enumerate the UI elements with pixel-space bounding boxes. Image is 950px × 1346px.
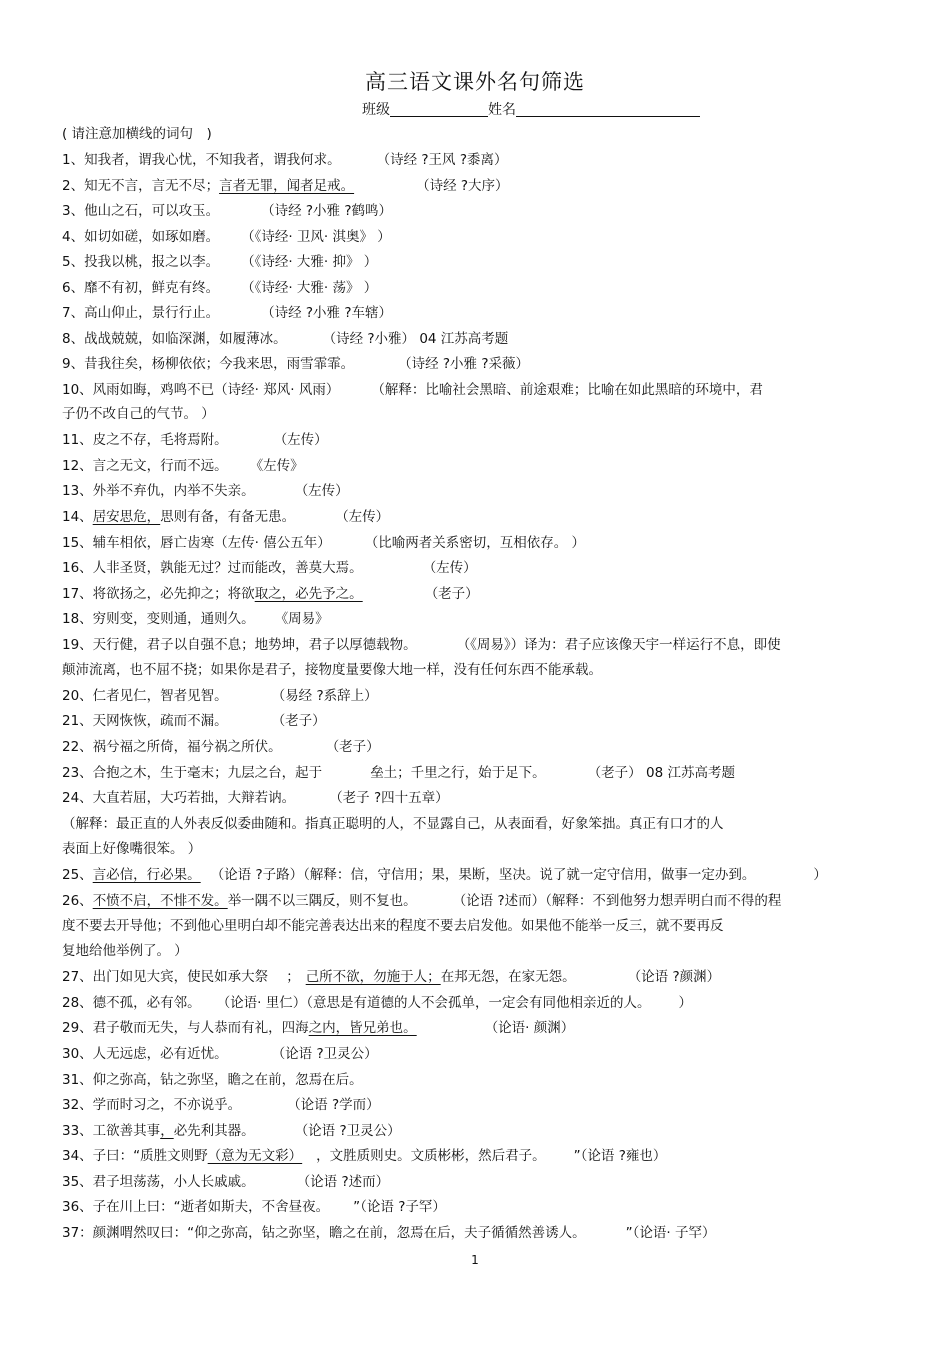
- quote-line-19: 19、天行健，君子以自强不息；地势坤，君子以厚德载物。 （《周易》）译为：君子应该像天宇一样运行不息，即使: [62, 637, 781, 653]
- quote-line-9: 9、昔我往矣，杨柳依依；今我来思，雨雪霏霏。 （诗经 ?小雅 ?采薇）: [62, 356, 530, 372]
- underlined-phrase: （意为无文彩）: [207, 1148, 303, 1164]
- quote-line-7: 7、高山仰止，景行行止。 （诗经 ?小雅 ?车辖）: [62, 305, 393, 321]
- underlined-phrase: 言者无罪，闻者足戒。: [219, 178, 355, 194]
- quote-line-23: 23、合抱之木，生于毫末；九层之台，起于 垒土；千里之行，始于足下。 （老子） 08 江苏高考题: [62, 765, 735, 781]
- quote-line-24-note: （解释：最正直的人外表反似委曲随和。指真正聪明的人，不显露自己，从表面看，好象笨拙。真正有口才的人: [62, 816, 724, 832]
- quote-line-33: 33、工欲善其事，必先利其器。 （论语 ?卫灵公）: [62, 1123, 401, 1139]
- quote-line-1: 1、知我者，谓我心忧，不知我者，谓我何求。 （诗经 ?王风 ?黍离）: [62, 152, 508, 168]
- page-title: 高三语文课外名句筛选: [365, 70, 585, 94]
- quote-line-2: 2、知无不言，言无不尽；言者无罪，闻者足戒。 （诗经 ?大序）: [62, 178, 509, 194]
- quote-line-4: 4、如切如磋，如琢如磨。 （《诗经· 卫风· 淇奥》 ）: [62, 229, 391, 245]
- underlined-phrase: 之内，皆兄弟也。: [308, 1020, 417, 1036]
- quote-line-6: 6、靡不有初，鲜克有终。 （《诗经· 大雅· 荡》 ）: [62, 280, 378, 296]
- quote-line-26-cont2: 复地给他举例了。 ）: [62, 943, 188, 959]
- quote-line-19-cont: 颠沛流离，也不屈不挠；如果你是君子，接物度量要像大地一样，没有任何东西不能承载。: [62, 662, 602, 678]
- name-label: 姓名: [488, 102, 516, 118]
- underlined-phrase: ，: [160, 1123, 174, 1139]
- quote-line-18: 18、穷则变，变则通，通则久。 《周易》: [62, 611, 329, 627]
- quote-line-5: 5、投我以桃，报之以李。 （《诗经· 大雅· 抑》 ）: [62, 254, 378, 270]
- quote-line-3: 3、他山之石，可以攻玉。 （诗经 ?小雅 ?鹤鸣）: [62, 203, 393, 219]
- name-blank[interactable]: [516, 102, 700, 117]
- quote-line-14: 14、居安思危，思则有备，有备无患。 （左传）: [62, 509, 390, 525]
- quote-line-10: 10、风雨如晦，鸡鸣不已（诗经· 郑风· 风雨） （解释：比喻社会黑暗、前途艰难；比喻在如此黑暗的环境中，君: [62, 382, 763, 398]
- quote-line-30: 30、人无远虑，必有近忧。 （论语 ?卫灵公）: [62, 1046, 378, 1062]
- quote-line-8: 8、战战兢兢，如临深渊，如履薄冰。 （诗经 ?小雅） 04 江苏高考题: [62, 331, 509, 347]
- quote-line-35: 35、君子坦荡荡，小人长戚戚。 （论语 ?述而）: [62, 1174, 390, 1190]
- quote-line-29: 29、君子敬而无失，与人恭而有礼，四海之内，皆兄弟也。 （论语· 颜渊）: [62, 1020, 575, 1036]
- underlined-phrase: 言必信，行必果。: [92, 867, 201, 883]
- quote-line-31: 31、仰之弥高，钻之弥坚，瞻之在前，忽焉在后。: [62, 1072, 363, 1088]
- quote-line-10-cont: 子仍不改自己的气节。 ）: [62, 406, 215, 422]
- quote-line-27: 27、出门如见大宾，使民如承大祭 ； 己所不欲，勿施于人；在邦无怨，在家无怨。 （论语 ?颜渊）: [62, 969, 721, 985]
- quote-line-36: 36、子在川上曰：“逝者如斯夫，不舍昼夜。 ”（论语 ?子罕）: [62, 1199, 446, 1215]
- quote-line-21: 21、天网恢恢，疏而不漏。 （老子）: [62, 713, 326, 729]
- underlined-phrase: 取之，必先予之。: [254, 586, 363, 602]
- quote-line-26: 26、不愤不启，不悱不发。举一隅不以三隅反，则不复也。 （论语 ?述而）（解释：不到他努力想弄明白而不得的程: [62, 893, 782, 909]
- quote-line-37: 37：颜渊喟然叹曰：“仰之弥高，钻之弥坚，瞻之在前，忽焉在后，夫子循循然善诱人。 ”（论语· 子罕）: [62, 1225, 716, 1241]
- quote-line-25: 25、言必信，行必果。 （论语 ?子路）（解释：信，守信用；果，果断，坚决。说了就一定守信用，做事一定办到。 ）: [62, 867, 827, 883]
- quote-line-15: 15、辅车相依，唇亡齿寒（左传· 僖公五年） （比喻两者关系密切，互相依存。 ）: [62, 535, 586, 551]
- quote-line-16: 16、人非圣贤，孰能无过？过而能改，善莫大焉。 （左传）: [62, 560, 477, 576]
- quote-line-22: 22、祸兮福之所倚，福兮祸之所伏。 （老子）: [62, 739, 380, 755]
- quote-line-24-note-cont: 表面上好像嘴很笨。 ）: [62, 841, 202, 857]
- quote-line-17: 17、将欲扬之，必先抑之；将欲取之，必先予之。 （老子）: [62, 586, 479, 602]
- underlined-phrase: 己所不欲，勿施于人；: [305, 969, 441, 985]
- quote-line-28: 28、德不孤，必有邻。 （论语· 里仁）（意思是有道德的人不会孤单，一定会有同他相亲近的人。 ）: [62, 995, 693, 1011]
- quote-line-13: 13、外举不弃仇，内举不失亲。 （左传）: [62, 483, 349, 499]
- class-name-line: [362, 99, 700, 119]
- quote-line-32: 32、学而时习之，不亦说乎。 （论语 ?学而）: [62, 1097, 380, 1113]
- quote-line-24: 24、大直若屈，大巧若拙，大辩若讷。 （老子 ?四十五章）: [62, 790, 449, 806]
- underlined-phrase: 不愤不启，不悱不发。: [92, 893, 228, 909]
- quote-line-26-cont: 度不要去开导他；不到他心里明白却不能完善表达出来的程度不要去启发他。如果他不能举一反三，就不要再反: [62, 918, 724, 934]
- class-blank[interactable]: [390, 102, 488, 117]
- underlined-phrase: 居安思危，: [92, 509, 161, 525]
- quote-line-34: 34、子曰：“质胜文则野（意为无文彩） ，文胜质则史。文质彬彬，然后君子。 ”（论语 ?雍也）: [62, 1148, 667, 1164]
- quote-line-20: 20、仁者见仁，智者见智。 （易经 ?系辞上）: [62, 688, 378, 704]
- class-label: 班级: [362, 102, 390, 118]
- page-number: 1: [471, 1253, 479, 1267]
- quote-line-11: 11、皮之不存，毛将焉附。 （左传）: [62, 432, 328, 448]
- instruction-note: ( 请注意加横线的词句 ): [62, 126, 212, 142]
- quote-line-12: 12、言之无文，行而不远。 《左传》: [62, 458, 304, 474]
